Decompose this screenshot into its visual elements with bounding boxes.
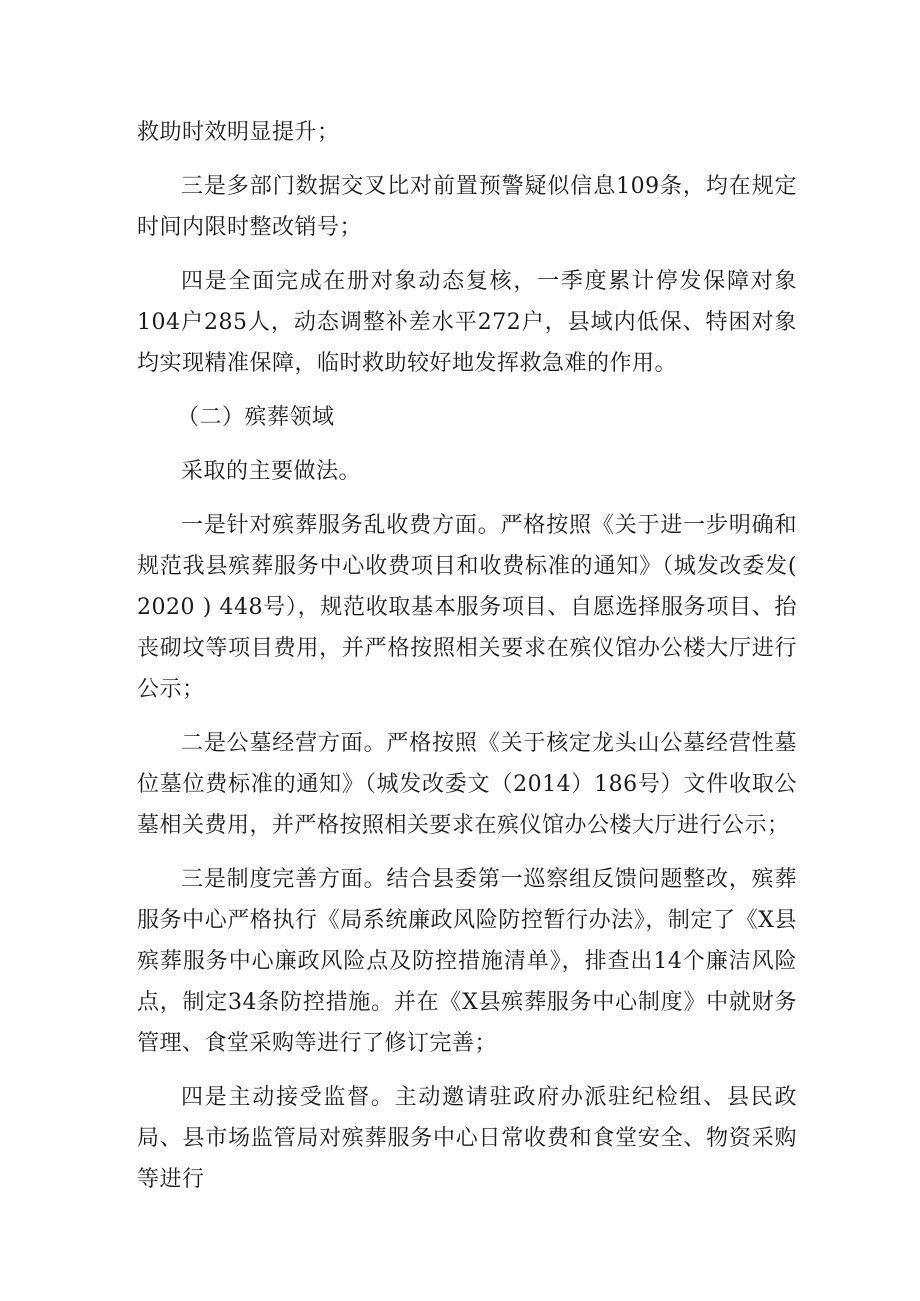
section-heading-funeral: （二）殡葬领域 [177,405,335,430]
paragraph-funeral-item-three: 三是制度完善方面。结合县委第一巡察组反馈问题整改，殡葬服务中心严格执行《局系统廉政风险防控暂行办法》，制定了《X县殡葬服务中心廉政风险点及防控措施清单》，排查出14个廉洁风险点，制定34条防控措施。并在《X县殡葬服务中心制度》中就财务管理、食堂采购等进行了修订完善； [137,867,797,1056]
paragraph-funeral-item-one: 一是针对殡葬服务乱收费方面。严格按照《关于进一步明确和规范我县殡葬服务中心收费项目和收费标准的通知》（城发改委发( 2020 ) 448号），规范收取基本服务项目、自愿选择服务项目、抬丧砌坟等项目费用，并严格按照相关要求在殡仪馆办公楼大厅进行公示； [137,513,797,702]
paragraph-item-four: 四是全面完成在册对象动态复核，一季度累计停发保障对象104户285人，动态调整补差水平272户，县域内低保、特困对象均实现精准保障，临时救助较好地发挥救急难的作用。 [137,269,797,376]
paragraph-funeral-item-two: 二是公墓经营方面。严格按照《关于核定龙头山公墓经营性墓位墓位费标准的通知》（城发改委文（2014）186号）文件收取公墓相关费用，并严格按照相关要求在殡仪馆办公楼大厅进行公示； [137,731,797,838]
paragraph-funeral-item-four: 四是主动接受监督。主动邀请驻政府办派驻纪检组、县民政局、县市场监管局对殡葬服务中心日常收费和食堂安全、物资采购等进行 [137,1085,797,1192]
paragraph-item-three: 三是多部门数据交叉比对前置预警疑似信息109条，均在规定时间内限时整改销号； [137,174,797,240]
document-body [137,112,797,1213]
paragraph-measures-intro: 采取的主要做法。 [181,459,362,484]
paragraph-continuation: 救助时效明显提升； [137,120,340,145]
